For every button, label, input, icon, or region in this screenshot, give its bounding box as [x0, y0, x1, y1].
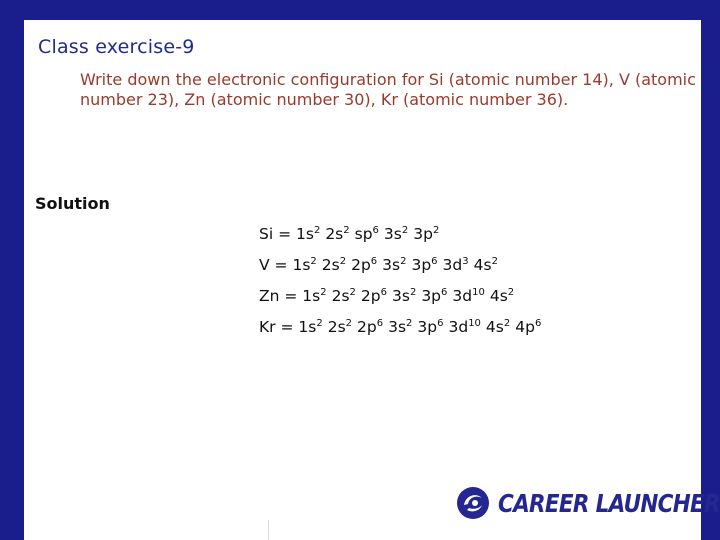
panel-divider	[268, 520, 269, 540]
career-launcher-swirl-icon	[456, 486, 490, 520]
orbital-label: 3s	[383, 225, 402, 243]
orbital-label: 4s	[489, 287, 508, 305]
configuration-line: $Zn = 1s^2$ $2s^2$ $2p^6$ $3s^2$ $3p^6$ $3d^{10}$ $4s^2$	[259, 287, 515, 305]
orbital-label: 3d	[448, 318, 469, 336]
electron-count: 2	[409, 287, 417, 298]
orbital-term	[332, 287, 356, 305]
orbital-term	[355, 225, 379, 243]
orbital-term	[388, 318, 412, 336]
electron-count: 6	[380, 287, 387, 298]
electron-count: 2	[345, 318, 353, 329]
brand-name: CAREER LAUNCHER	[498, 488, 720, 518]
orbital-label: 3p	[421, 287, 442, 305]
orbital-term	[292, 256, 316, 274]
orbital-label: 3p	[417, 318, 438, 336]
solution-label: Solution	[35, 194, 110, 213]
electron-count: 2	[406, 318, 413, 329]
orbital-term	[351, 256, 377, 274]
question-text: Write down the electronic configuration for Si (atomic number 14), V (atomic number 23), Zn (atomic number 30), Kr (atomic number 36).	[80, 70, 696, 109]
orbital-label: 3p	[411, 256, 432, 274]
electron-count: 6	[370, 256, 378, 267]
orbital-term	[357, 318, 383, 336]
orbital-label: 1s	[296, 225, 314, 243]
electron-count: 2	[401, 225, 409, 236]
element-symbol: Si	[259, 225, 274, 243]
orbital-label: sp	[354, 225, 373, 243]
orbital-term	[322, 256, 346, 274]
configuration-list	[259, 220, 546, 344]
orbital-label: 1s	[302, 287, 321, 305]
orbital-label: 4p	[515, 318, 535, 336]
configuration-line: $Kr = 1s^2$ $2s^2$ $2p^6$ $3s^2$ $3p^6$ $3d^{10}$ $4s^2$ $4p^6$	[259, 318, 542, 336]
orbital-term	[448, 318, 480, 336]
orbital-term	[382, 256, 406, 274]
electron-count: 2	[400, 256, 407, 267]
electron-count: 2	[310, 256, 317, 267]
electron-count: 2	[339, 256, 347, 267]
electron-count: 6	[441, 287, 448, 298]
orbital-label: 1s	[292, 256, 311, 274]
orbital-term	[421, 287, 447, 305]
orbital-label: 2p	[357, 318, 377, 336]
configuration-line: $V = 1s^2$ $2s^2$ $2p^6$ $3s^2$ $3p^6$ $3d^3$ $4s^2$	[259, 256, 498, 274]
orbital-label: 3d	[442, 256, 463, 274]
orbital-label: 1s	[298, 318, 317, 336]
orbital-label: 2p	[351, 256, 371, 274]
orbital-label: 3s	[392, 287, 410, 305]
orbital-label: 3d	[452, 287, 473, 305]
orbital-term	[490, 287, 514, 305]
element-symbol: Kr	[259, 318, 276, 336]
orbital-term	[443, 256, 469, 274]
orbital-term	[392, 287, 416, 305]
career-launcher-logo	[456, 483, 720, 523]
orbital-term	[298, 318, 322, 336]
orbital-term	[302, 287, 326, 305]
orbital-term	[411, 256, 437, 274]
orbital-label: 2s	[321, 256, 340, 274]
orbital-term	[361, 287, 387, 305]
orbital-term	[413, 225, 439, 243]
electron-count: 6	[437, 318, 444, 329]
orbital-label: 2s	[325, 225, 344, 243]
electron-count: 10	[472, 287, 485, 298]
electron-count: 10	[468, 318, 481, 329]
electron-count: 3	[462, 256, 469, 267]
electron-count: 6	[376, 318, 384, 329]
electron-count: 2	[313, 225, 321, 236]
orbital-label: 3s	[382, 256, 401, 274]
orbital-label: 2s	[327, 318, 346, 336]
orbital-term	[296, 225, 320, 243]
electron-count: 2	[320, 287, 327, 298]
electron-count: 2	[349, 287, 356, 298]
orbital-label: 4s	[485, 318, 504, 336]
orbital-term	[515, 318, 541, 336]
configuration-line: $Si = 1s^2$ $2s^2$ $sp^6$ $3s^2$ $3p^2$	[259, 225, 440, 243]
orbital-term	[452, 287, 484, 305]
element-symbol: V	[259, 256, 270, 274]
orbital-label: 3p	[413, 225, 433, 243]
orbital-term	[328, 318, 352, 336]
orbital-term	[384, 225, 408, 243]
orbital-term	[474, 256, 498, 274]
element-symbol: Zn	[259, 287, 280, 305]
electron-count: 2	[432, 225, 440, 236]
orbital-term	[417, 318, 443, 336]
orbital-label: 4s	[473, 256, 492, 274]
orbital-label: 3s	[388, 318, 407, 336]
slide-title: Class exercise-9	[38, 36, 195, 58]
electron-count: 6	[372, 225, 379, 236]
orbital-label: 2p	[360, 287, 381, 305]
orbital-term	[325, 225, 349, 243]
electron-count: 2	[343, 225, 350, 236]
orbital-term	[486, 318, 510, 336]
electron-count: 2	[503, 318, 511, 329]
electron-count: 2	[316, 318, 323, 329]
electron-count: 2	[507, 287, 515, 298]
electron-count: 6	[534, 318, 542, 329]
electron-count: 6	[431, 256, 438, 267]
orbital-label: 2s	[331, 287, 350, 305]
electron-count: 2	[491, 256, 498, 267]
